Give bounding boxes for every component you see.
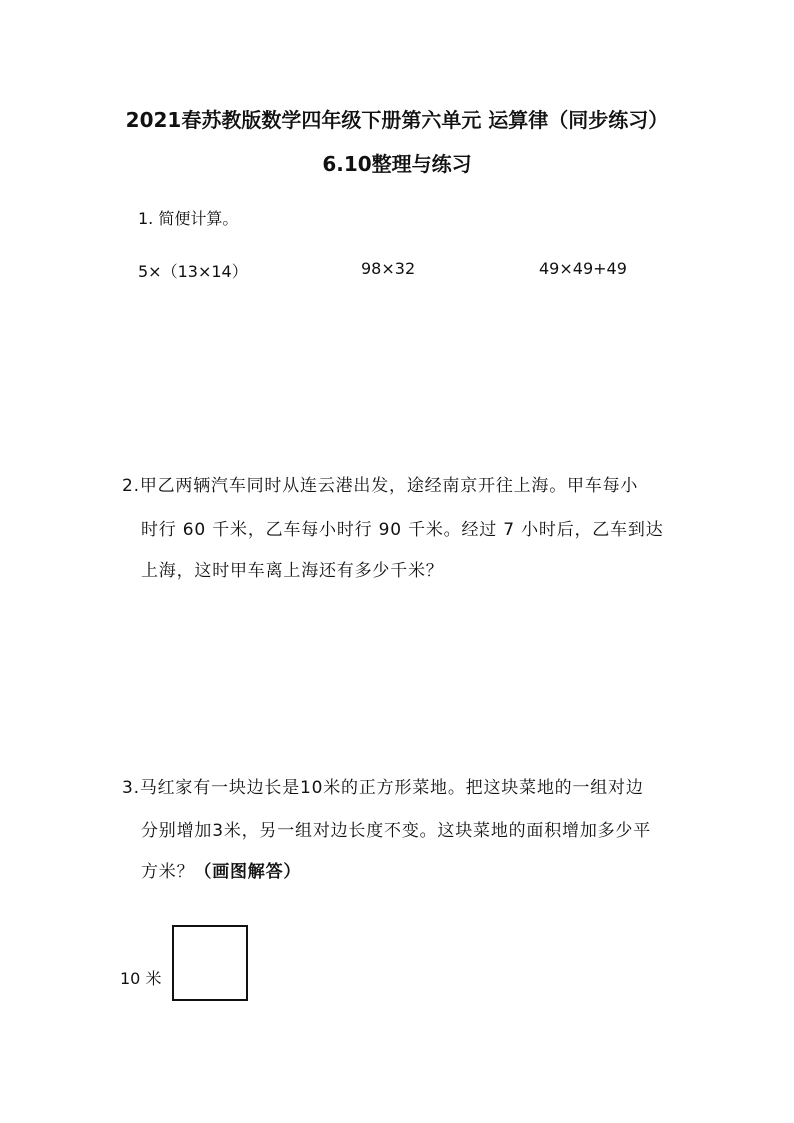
q2-line-2: 时行 60 千米，乙车每小时行 90 千米。经过 7 小时后，乙车到达 (141, 520, 664, 540)
q3-line-3-text: 方米？ (141, 862, 195, 882)
q3-line-2: 分别增加3米，另一组对边长度不变。这块菜地的面积增加多少平 (141, 821, 652, 841)
q1-expression-3: 49×49+49 (539, 259, 627, 278)
q3-line-3 (141, 857, 301, 882)
q1-expression-2: 98×32 (361, 259, 416, 278)
q1-heading: 1. 简便计算。 (138, 209, 239, 228)
q1-expression-1: 5×（13×14） (138, 262, 248, 281)
square-diagram (172, 925, 248, 1001)
document-title: 2021春苏教版数学四年级下册第六单元 运算律（同步练习） (125, 108, 669, 132)
q2-line-3: 上海，这时甲车离上海还有多少千米？ (141, 561, 444, 581)
q2-line-1: 2.甲乙两辆汽车同时从连云港出发，途经南京开往上海。甲车每小 (122, 476, 639, 496)
q3-line-1: 3.马红家有一块边长是10米的正方形菜地。把这块菜地的一组对边 (122, 778, 644, 798)
section-subtitle: 6.10整理与练习 (322, 152, 472, 176)
square-side-label: 10 米 (120, 969, 162, 988)
q3-draw-hint: （画图解答） (194, 862, 302, 882)
